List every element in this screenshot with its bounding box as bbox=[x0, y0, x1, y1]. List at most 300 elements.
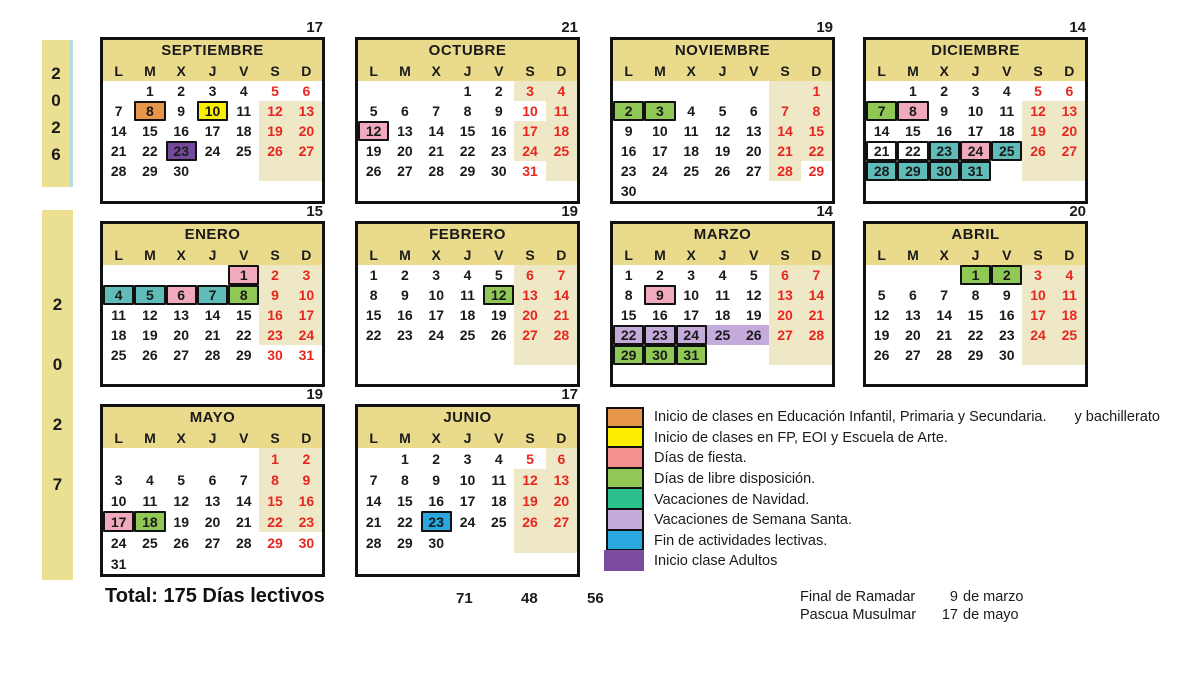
days-grid bbox=[103, 448, 322, 574]
lective-days-count: 20 bbox=[1069, 203, 1086, 220]
weekday-header: X bbox=[176, 63, 186, 79]
day-cell bbox=[546, 532, 577, 553]
month-junio bbox=[355, 387, 580, 577]
legend-label: Fin de actividades lectivas. bbox=[654, 532, 828, 549]
weekday-header: L bbox=[369, 430, 378, 446]
weekday-header: M bbox=[144, 63, 156, 79]
day-cell: 8 bbox=[259, 469, 290, 490]
day-cell: 13 bbox=[397, 123, 413, 139]
day-cell bbox=[358, 448, 389, 469]
legend-row-inicio-adultos bbox=[606, 551, 1200, 572]
day-cell: 27 bbox=[514, 325, 545, 345]
day-cell-marked-teal: 7 bbox=[197, 285, 228, 305]
day-cell bbox=[676, 81, 707, 101]
day-cell: 30 bbox=[428, 534, 444, 551]
weekday-header: J bbox=[971, 247, 980, 263]
day-cell-marked-teal: 23 bbox=[929, 141, 960, 161]
day-cell: 10 bbox=[1022, 285, 1053, 305]
day-cell bbox=[738, 345, 769, 365]
day-cell: 19 bbox=[259, 121, 290, 141]
month-abril bbox=[863, 204, 1088, 387]
day-cell bbox=[801, 181, 832, 201]
day-cell bbox=[514, 532, 545, 553]
weekday-header: L bbox=[369, 63, 378, 79]
day-cell bbox=[452, 345, 483, 365]
day-cell: 6 bbox=[302, 83, 311, 99]
day-cell bbox=[769, 81, 800, 101]
day-cell: 2 bbox=[940, 83, 949, 99]
day-cell: 13 bbox=[769, 285, 800, 305]
day-cell: 10 bbox=[110, 492, 127, 509]
day-cell bbox=[897, 265, 928, 285]
day-cell bbox=[514, 345, 545, 365]
weekday-header-row bbox=[358, 61, 577, 81]
day-cell bbox=[1022, 345, 1053, 365]
day-cell bbox=[358, 181, 389, 201]
day-cell: 17 bbox=[428, 307, 444, 323]
day-cell: 3 bbox=[971, 83, 980, 99]
day-cell bbox=[929, 365, 960, 385]
day-cell: 21 bbox=[110, 143, 127, 159]
day-cell-marked-teal: 5 bbox=[134, 285, 165, 305]
day-cell: 19 bbox=[873, 327, 890, 343]
day-cell: 2 bbox=[494, 83, 503, 99]
legend bbox=[606, 407, 1200, 572]
day-cell bbox=[1054, 181, 1085, 201]
day-cell: 24 bbox=[514, 141, 545, 161]
legend-label-extra: y bachillerato bbox=[1074, 409, 1160, 426]
weekday-header: L bbox=[114, 430, 123, 446]
weekday-header: L bbox=[877, 247, 886, 263]
day-cell: 27 bbox=[745, 163, 762, 179]
day-cell bbox=[514, 553, 545, 574]
weekday-header: S bbox=[270, 63, 280, 79]
day-cell bbox=[866, 181, 897, 201]
lective-days-count: 14 bbox=[816, 203, 833, 220]
day-cell: 31 bbox=[522, 163, 538, 179]
day-cell bbox=[769, 181, 800, 201]
day-cell: 20 bbox=[204, 513, 221, 530]
month-marzo bbox=[610, 204, 835, 387]
weekday-header-row bbox=[103, 61, 322, 81]
weekday-header: X bbox=[939, 63, 949, 79]
day-cell: 13 bbox=[291, 101, 322, 121]
day-cell: 10 bbox=[459, 471, 476, 488]
day-cell bbox=[166, 265, 197, 285]
days-grid bbox=[613, 265, 832, 385]
day-cell: 10 bbox=[683, 287, 699, 303]
day-cell: 21 bbox=[428, 143, 444, 159]
day-cell: 20 bbox=[1054, 121, 1085, 141]
day-cell: 7 bbox=[114, 103, 123, 119]
day-cell bbox=[197, 181, 228, 201]
day-cell bbox=[644, 181, 675, 201]
day-cell: 26 bbox=[173, 534, 189, 551]
weekday-header: J bbox=[208, 430, 217, 446]
month-title: ENERO bbox=[103, 224, 322, 245]
month-diciembre bbox=[863, 20, 1088, 204]
day-cell: 24 bbox=[428, 327, 444, 343]
day-cell-marked-teal: 28 bbox=[866, 161, 897, 181]
trimester-count: 71 bbox=[456, 590, 473, 607]
weekday-header: X bbox=[939, 247, 949, 263]
day-cell: 14 bbox=[365, 492, 382, 509]
day-cell: 20 bbox=[291, 121, 322, 141]
day-cell: 2 bbox=[656, 267, 664, 283]
day-cell-marked-purple: 23 bbox=[166, 141, 197, 161]
day-cell: 13 bbox=[745, 123, 762, 139]
day-cell: 2 bbox=[177, 83, 186, 99]
legend-label: Días de libre disposición. bbox=[654, 471, 816, 488]
day-cell: 8 bbox=[624, 287, 633, 303]
day-cell: 17 bbox=[291, 305, 322, 325]
day-cell: 1 bbox=[259, 448, 290, 469]
day-cell: 25 bbox=[490, 513, 507, 530]
day-cell: 10 bbox=[291, 285, 322, 305]
lective-days-count: 17 bbox=[561, 386, 578, 403]
day-cell bbox=[546, 181, 577, 201]
day-cell bbox=[483, 181, 514, 201]
month-mayo bbox=[100, 387, 325, 577]
day-cell bbox=[613, 81, 644, 101]
year-digit: 0 bbox=[52, 355, 63, 374]
weekday-header: M bbox=[907, 63, 919, 79]
year-digit: 2 bbox=[51, 63, 61, 83]
day-cell bbox=[134, 448, 165, 469]
day-cell: 17 bbox=[1022, 305, 1053, 325]
day-cell: 9 bbox=[940, 103, 949, 119]
day-cell: 23 bbox=[259, 325, 290, 345]
weekday-header: X bbox=[431, 63, 441, 79]
day-cell: 30 bbox=[620, 183, 637, 199]
lective-days-count: 15 bbox=[306, 203, 323, 220]
day-cell: 24 bbox=[204, 143, 221, 159]
day-cell: 5 bbox=[369, 103, 378, 119]
day-cell: 20 bbox=[546, 490, 577, 511]
weekday-header: S bbox=[270, 247, 280, 263]
day-cell: 6 bbox=[401, 103, 409, 119]
month-title: JUNIO bbox=[358, 407, 577, 428]
legend-swatch-inicio-infantil bbox=[606, 407, 644, 428]
legend-label: Inicio clase Adultos bbox=[654, 553, 778, 570]
day-cell bbox=[134, 365, 165, 385]
weekday-header: V bbox=[239, 63, 249, 79]
weekday-header: V bbox=[749, 63, 759, 79]
day-cell bbox=[483, 532, 514, 553]
day-cell bbox=[166, 181, 197, 201]
day-cell: 3 bbox=[291, 265, 322, 285]
year-digit: 2 bbox=[52, 295, 63, 314]
day-cell-marked-white: 22 bbox=[897, 141, 928, 161]
legend-row-inicio-fp bbox=[606, 428, 1200, 449]
day-cell bbox=[738, 181, 769, 201]
day-cell: 25 bbox=[1054, 325, 1085, 345]
weekday-header: L bbox=[877, 63, 886, 79]
day-cell bbox=[421, 365, 452, 385]
day-cell: 4 bbox=[546, 81, 577, 101]
day-cell: 22 bbox=[235, 327, 252, 343]
day-cell: 18 bbox=[714, 307, 731, 323]
day-cell bbox=[991, 161, 1022, 181]
day-cell: 6 bbox=[514, 265, 545, 285]
day-cell: 19 bbox=[514, 490, 545, 511]
weekday-header: V bbox=[494, 430, 504, 446]
day-cell: 17 bbox=[652, 143, 668, 159]
trimester-count: 48 bbox=[521, 590, 538, 607]
day-cell: 17 bbox=[514, 121, 545, 141]
legend-label: Vacaciones de Navidad. bbox=[654, 491, 810, 508]
day-cell: 29 bbox=[267, 534, 283, 551]
weekday-header-row bbox=[613, 61, 832, 81]
day-cell: 5 bbox=[526, 450, 534, 467]
day-cell bbox=[866, 81, 897, 101]
weekday-header-row bbox=[103, 428, 322, 448]
day-cell bbox=[197, 448, 228, 469]
day-cell: 3 bbox=[432, 267, 441, 283]
day-cell bbox=[197, 553, 228, 574]
day-cell: 6 bbox=[546, 448, 577, 469]
day-cell: 18 bbox=[490, 492, 507, 509]
weekday-header-row bbox=[613, 245, 832, 265]
day-cell-marked-teal: 25 bbox=[991, 141, 1022, 161]
month-title: FEBRERO bbox=[358, 224, 577, 245]
day-cell-marked-lavender_nb: 25 bbox=[707, 325, 738, 345]
day-cell: 5 bbox=[749, 267, 758, 283]
day-cell: 11 bbox=[460, 287, 475, 303]
day-cell: 1 bbox=[909, 83, 917, 99]
day-cell bbox=[134, 181, 165, 201]
weekday-header: X bbox=[176, 247, 186, 263]
day-cell bbox=[291, 181, 322, 201]
weekday-header: J bbox=[463, 247, 472, 263]
day-cell bbox=[291, 161, 322, 181]
day-cell: 29 bbox=[967, 347, 984, 363]
day-cell bbox=[452, 532, 483, 553]
day-cell-marked-lavender: 22 bbox=[613, 325, 644, 345]
day-cell: 9 bbox=[1002, 287, 1011, 303]
day-cell: 4 bbox=[239, 83, 248, 99]
day-cell: 28 bbox=[546, 325, 577, 345]
day-cell: 19 bbox=[173, 513, 189, 530]
month-box bbox=[610, 37, 835, 204]
weekday-header: D bbox=[301, 247, 312, 263]
day-cell: 20 bbox=[397, 143, 413, 159]
day-cell bbox=[358, 345, 389, 365]
day-cell: 11 bbox=[491, 471, 507, 488]
weekday-header: M bbox=[399, 63, 411, 79]
day-cell: 6 bbox=[1065, 83, 1074, 99]
day-cell: 7 bbox=[769, 101, 800, 121]
day-cell: 19 bbox=[490, 307, 507, 323]
day-cell bbox=[644, 81, 675, 101]
day-cell: 16 bbox=[998, 307, 1015, 323]
day-cell-marked-yellow: 10 bbox=[197, 101, 228, 121]
year-digit: 2 bbox=[51, 117, 61, 137]
month-box bbox=[863, 221, 1088, 387]
day-cell: 9 bbox=[494, 103, 503, 119]
day-cell-marked-pink: 12 bbox=[358, 121, 389, 141]
days-grid bbox=[613, 81, 832, 201]
day-cell: 27 bbox=[546, 511, 577, 532]
day-cell: 31 bbox=[298, 347, 315, 363]
day-cell: 1 bbox=[624, 267, 633, 283]
day-cell: 12 bbox=[514, 469, 545, 490]
day-cell: 16 bbox=[291, 490, 322, 511]
lective-days-count: 21 bbox=[561, 19, 578, 36]
day-cell: 20 bbox=[745, 143, 762, 159]
day-cell-marked-pink: 8 bbox=[897, 101, 928, 121]
day-cell: 25 bbox=[235, 143, 252, 159]
weekday-header: X bbox=[686, 63, 696, 79]
day-cell bbox=[707, 181, 738, 201]
weekday-header: S bbox=[525, 63, 535, 79]
day-cell: 16 bbox=[620, 143, 637, 159]
day-cell: 26 bbox=[873, 347, 890, 363]
day-cell: 17 bbox=[683, 307, 699, 323]
month-box bbox=[355, 37, 580, 204]
day-cell: 12 bbox=[714, 123, 731, 139]
day-cell: 22 bbox=[142, 143, 158, 159]
day-cell: 14 bbox=[235, 492, 252, 509]
day-cell-marked-green: 31 bbox=[676, 345, 707, 365]
weekday-header: V bbox=[494, 63, 504, 79]
day-cell bbox=[228, 181, 259, 201]
day-cell: 12 bbox=[745, 287, 762, 303]
day-cell-marked-pink: 24 bbox=[960, 141, 991, 161]
day-cell bbox=[134, 553, 165, 574]
day-cell: 24 bbox=[1022, 325, 1053, 345]
day-cell: 4 bbox=[718, 267, 727, 283]
legend-row-vacaciones-semana-santa bbox=[606, 510, 1200, 531]
days-grid bbox=[358, 81, 577, 201]
day-cell: 10 bbox=[652, 123, 668, 139]
weekday-header: M bbox=[144, 430, 156, 446]
day-cell: 5 bbox=[877, 287, 886, 303]
day-cell bbox=[707, 345, 738, 365]
day-cell: 20 bbox=[905, 327, 921, 343]
day-cell bbox=[452, 365, 483, 385]
weekday-header-row bbox=[866, 245, 1085, 265]
day-cell: 29 bbox=[808, 163, 825, 179]
legend-row-vacaciones-navidad bbox=[606, 489, 1200, 510]
legend-swatch-fin-actividades bbox=[606, 529, 644, 552]
weekday-header: V bbox=[239, 247, 249, 263]
day-cell: 20 bbox=[173, 327, 189, 343]
month-box bbox=[100, 404, 325, 577]
day-cell: 24 bbox=[459, 513, 476, 530]
day-cell: 13 bbox=[1054, 101, 1085, 121]
month-octubre bbox=[355, 20, 580, 204]
weekday-header: D bbox=[811, 247, 822, 263]
day-cell bbox=[1054, 365, 1085, 385]
month-title: ABRIL bbox=[866, 224, 1085, 245]
day-cell: 16 bbox=[652, 307, 668, 323]
day-cell-marked-green: 30 bbox=[644, 345, 675, 365]
note-row bbox=[800, 606, 1023, 624]
day-cell: 27 bbox=[291, 141, 322, 161]
day-cell: 30 bbox=[298, 534, 315, 551]
day-cell: 25 bbox=[142, 534, 158, 551]
day-cell bbox=[197, 265, 228, 285]
day-cell: 2 bbox=[291, 448, 322, 469]
day-cell bbox=[676, 365, 707, 385]
day-cell: 22 bbox=[365, 327, 382, 343]
day-cell: 22 bbox=[967, 327, 984, 343]
legend-row-inicio-infantil bbox=[606, 407, 1200, 428]
day-cell bbox=[197, 161, 228, 181]
day-cell: 14 bbox=[110, 123, 127, 139]
day-cell bbox=[421, 81, 452, 101]
day-cell: 18 bbox=[459, 307, 476, 323]
day-cell: 4 bbox=[494, 450, 503, 467]
day-cell: 15 bbox=[905, 123, 921, 139]
weekday-header: D bbox=[301, 63, 312, 79]
day-cell: 7 bbox=[940, 287, 949, 303]
month-box bbox=[100, 37, 325, 204]
day-cell: 15 bbox=[459, 123, 476, 139]
note-date-text: de mayo bbox=[963, 607, 1019, 623]
day-cell: 26 bbox=[490, 327, 507, 343]
weekday-header-row bbox=[358, 245, 577, 265]
day-cell: 2 bbox=[259, 265, 290, 285]
day-cell: 27 bbox=[769, 325, 800, 345]
day-cell: 13 bbox=[204, 492, 221, 509]
day-cell: 25 bbox=[683, 163, 699, 179]
day-cell: 24 bbox=[110, 534, 127, 551]
day-cell: 12 bbox=[142, 307, 158, 323]
day-cell: 27 bbox=[1054, 141, 1085, 161]
day-cell bbox=[421, 181, 452, 201]
day-cell: 26 bbox=[514, 511, 545, 532]
day-cell: 29 bbox=[235, 347, 252, 363]
day-cell bbox=[707, 81, 738, 101]
month-title: SEPTIEMBRE bbox=[103, 40, 322, 61]
day-cell: 23 bbox=[998, 327, 1015, 343]
day-cell: 29 bbox=[397, 534, 413, 551]
weekday-header: X bbox=[431, 430, 441, 446]
day-cell: 15 bbox=[235, 307, 252, 323]
day-cell bbox=[1022, 161, 1053, 181]
day-cell: 11 bbox=[999, 103, 1015, 119]
day-cell: 11 bbox=[1054, 285, 1085, 305]
day-cell: 17 bbox=[459, 492, 476, 509]
weekday-header: M bbox=[144, 247, 156, 263]
day-cell: 14 bbox=[428, 123, 444, 139]
month-box bbox=[610, 221, 835, 387]
day-cell: 8 bbox=[971, 287, 980, 303]
legend-swatch-vacaciones-semana-santa bbox=[606, 508, 644, 531]
weekday-header: X bbox=[176, 430, 186, 446]
legend-label: Vacaciones de Semana Santa. bbox=[654, 512, 853, 529]
weekday-header: D bbox=[556, 63, 567, 79]
day-cell: 3 bbox=[514, 81, 545, 101]
legend-label: Inicio de clases en Educación Infantil, Primaria y Secundaria. bbox=[654, 409, 1047, 426]
day-cell: 29 bbox=[459, 163, 476, 179]
weekday-header: J bbox=[208, 63, 217, 79]
day-cell-marked-pink: 9 bbox=[644, 285, 675, 305]
day-cell: 28 bbox=[801, 325, 832, 345]
day-cell bbox=[991, 365, 1022, 385]
day-cell: 22 bbox=[459, 143, 476, 159]
day-cell: 15 bbox=[142, 123, 158, 139]
footer-notes bbox=[800, 588, 1023, 624]
day-cell: 1 bbox=[463, 83, 472, 99]
day-cell bbox=[801, 365, 832, 385]
day-cell: 18 bbox=[546, 121, 577, 141]
day-cell: 25 bbox=[110, 347, 127, 363]
day-cell bbox=[291, 553, 322, 574]
day-cell: 23 bbox=[620, 163, 637, 179]
